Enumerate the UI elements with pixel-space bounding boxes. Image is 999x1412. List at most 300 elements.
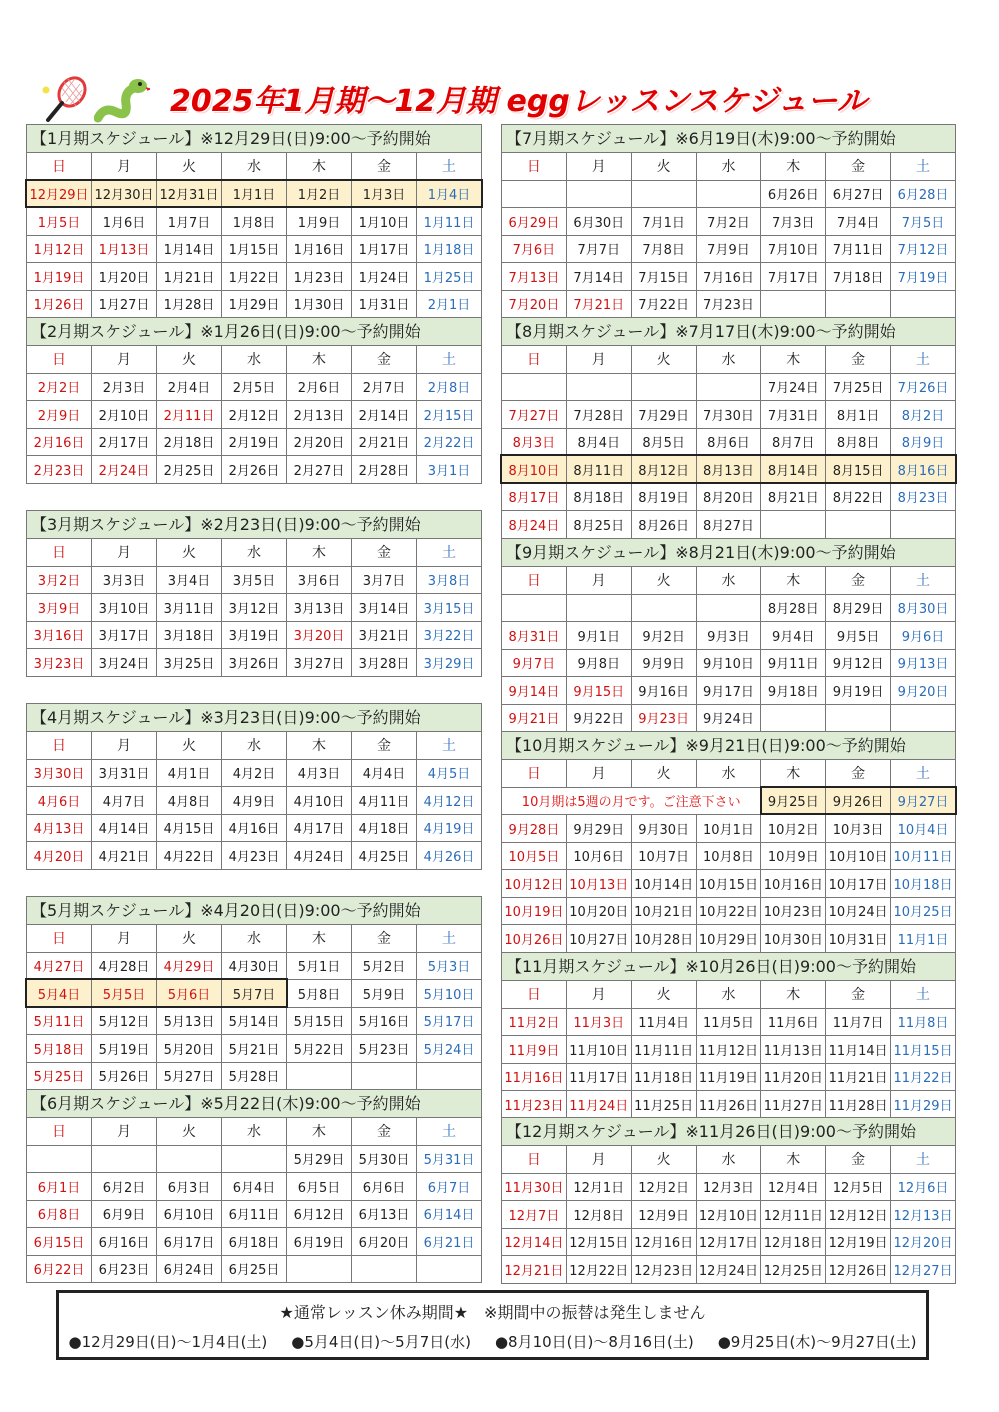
date-cell: 12月22日	[566, 1256, 631, 1284]
calendar-grid	[26, 538, 482, 677]
date-cell: 8月21日	[761, 483, 826, 511]
date-cell: 4月25日	[352, 842, 417, 870]
calendar-title: 【10月期スケジュール】※9月21日(日)9:00～予約開始	[501, 731, 956, 759]
date-cell: 6月2日	[92, 1173, 157, 1201]
date-cell: 8月10日	[502, 456, 567, 484]
date-cell: 10月15日	[696, 870, 761, 898]
date-cell: 6月4日	[222, 1173, 287, 1201]
date-cell: 12月15日	[566, 1228, 631, 1256]
date-cell: 9月30日	[631, 815, 696, 843]
date-cell: 10月6日	[566, 842, 631, 870]
date-cell: 5月8日	[287, 980, 352, 1008]
week-row	[502, 1036, 956, 1064]
date-cell: 6月27日	[826, 180, 891, 208]
date-cell: 1月10日	[352, 208, 417, 236]
date-cell: 1月21日	[157, 263, 222, 291]
date-cell: 4月11日	[352, 787, 417, 815]
date-cell: 10月19日	[502, 897, 567, 925]
date-cell: 9月8日	[566, 649, 631, 677]
date-cell: 2月3日	[92, 373, 157, 401]
calendar-grid	[501, 759, 956, 953]
date-cell: 10月10日	[826, 842, 891, 870]
weekday-header: 土	[891, 760, 956, 788]
date-cell: 2月8日	[417, 373, 482, 401]
date-cell: 10月20日	[566, 897, 631, 925]
date-cell: 11月20日	[761, 1063, 826, 1091]
date-cell: 7月11日	[826, 235, 891, 263]
date-cell: 9月18日	[761, 677, 826, 705]
date-cell: 7月8日	[631, 235, 696, 263]
date-cell: 9月13日	[891, 649, 956, 677]
date-cell: 9月9日	[631, 649, 696, 677]
date-cell: 2月13日	[287, 401, 352, 429]
date-cell: 5月5日	[92, 980, 157, 1008]
date-cell: 1月24日	[352, 263, 417, 291]
date-cell: 1月2日	[287, 180, 352, 208]
date-cell: 7月9日	[696, 235, 761, 263]
weekday-header: 月	[92, 153, 157, 181]
weekday-header: 木	[761, 760, 826, 788]
week-row	[27, 401, 482, 429]
date-cell: 7月12日	[891, 235, 956, 263]
date-cell: 1月8日	[222, 208, 287, 236]
weekday-header: 日	[27, 153, 92, 181]
week-row	[27, 1228, 482, 1256]
empty-cell	[502, 180, 567, 208]
date-cell: 11月2日	[502, 1008, 567, 1036]
date-cell: 12月18日	[761, 1228, 826, 1256]
week-row	[502, 842, 956, 870]
date-cell: 1月29日	[222, 290, 287, 318]
week-row	[502, 373, 956, 401]
date-cell: 11月3日	[566, 1008, 631, 1036]
date-cell: 9月16日	[631, 677, 696, 705]
date-cell: 4月1日	[157, 759, 222, 787]
weekday-header: 火	[631, 1146, 696, 1174]
date-cell: 11月16日	[502, 1063, 567, 1091]
date-cell: 2月4日	[157, 373, 222, 401]
date-cell: 11月4日	[631, 1008, 696, 1036]
date-cell: 7月25日	[826, 373, 891, 401]
date-cell: 1月14日	[157, 235, 222, 263]
date-cell: 2月10日	[92, 401, 157, 429]
date-cell: 4月17日	[287, 814, 352, 842]
date-cell: 4月30日	[222, 952, 287, 980]
date-cell: 11月24日	[566, 1091, 631, 1119]
weekday-header-row	[27, 732, 482, 760]
date-cell: 4月10日	[287, 787, 352, 815]
weekday-header: 土	[891, 346, 956, 374]
date-cell: 11月21日	[826, 1063, 891, 1091]
date-cell: 7月27日	[502, 401, 567, 429]
date-cell: 8月19日	[631, 483, 696, 511]
date-cell: 8月22日	[826, 483, 891, 511]
date-cell: 2月5日	[222, 373, 287, 401]
date-cell: 3月26日	[222, 649, 287, 677]
week-row	[502, 511, 956, 539]
weekday-header: 火	[631, 346, 696, 374]
date-cell: 11月29日	[891, 1091, 956, 1119]
date-cell: 3月12日	[222, 594, 287, 622]
date-cell: 9月23日	[631, 704, 696, 732]
week-row	[502, 870, 956, 898]
empty-cell	[826, 290, 891, 318]
weekday-header-row	[502, 346, 956, 374]
date-cell: 8月11日	[566, 456, 631, 484]
week-row	[27, 621, 482, 649]
date-cell: 9月4日	[761, 622, 826, 650]
weekday-header-row	[502, 981, 956, 1009]
date-cell: 4月15日	[157, 814, 222, 842]
date-cell: 3月30日	[27, 759, 92, 787]
date-cell: 1月25日	[417, 263, 482, 291]
date-cell: 12月29日	[27, 180, 92, 208]
date-cell: 5月18日	[27, 1035, 92, 1063]
calendar-jan	[26, 124, 482, 318]
calendar-title: 【11月期スケジュール】※10月26日(日)9:00～予約開始	[501, 952, 956, 980]
date-cell: 11月17日	[566, 1063, 631, 1091]
date-cell: 1月17日	[352, 235, 417, 263]
weekday-header: 月	[92, 346, 157, 374]
date-cell: 3月28日	[352, 649, 417, 677]
date-cell: 6月24日	[157, 1255, 222, 1283]
date-cell: 10月7日	[631, 842, 696, 870]
weekday-header: 土	[417, 153, 482, 181]
date-cell: 12月6日	[891, 1173, 956, 1201]
date-cell: 8月12日	[631, 456, 696, 484]
empty-cell	[566, 373, 631, 401]
date-cell: 5月31日	[417, 1145, 482, 1173]
date-cell: 9月27日	[891, 787, 956, 815]
date-cell: 12月7日	[502, 1201, 567, 1229]
date-cell: 7月13日	[502, 263, 567, 291]
date-cell: 5月25日	[27, 1062, 92, 1090]
date-cell: 7月16日	[696, 263, 761, 291]
calendar-grid	[26, 731, 482, 870]
calendar-may	[26, 896, 482, 1090]
week-row	[502, 787, 956, 815]
date-cell: 5月10日	[417, 980, 482, 1008]
date-cell: 1月28日	[157, 290, 222, 318]
date-cell: 9月21日	[502, 704, 567, 732]
date-cell: 2月24日	[92, 456, 157, 484]
date-cell: 12月8日	[566, 1201, 631, 1229]
weekday-header: 月	[566, 346, 631, 374]
date-cell: 1月5日	[27, 208, 92, 236]
date-cell: 12月12日	[826, 1201, 891, 1229]
calendar-grid	[26, 924, 482, 1090]
date-cell: 11月8日	[891, 1008, 956, 1036]
date-cell: 11月30日	[502, 1173, 567, 1201]
date-cell: 12月24日	[696, 1256, 761, 1284]
date-cell: 7月31日	[761, 401, 826, 429]
date-cell: 5月19日	[92, 1035, 157, 1063]
date-cell: 11月10日	[566, 1036, 631, 1064]
empty-cell	[891, 511, 956, 539]
date-cell: 11月6日	[761, 1008, 826, 1036]
date-cell: 6月19日	[287, 1228, 352, 1256]
date-cell: 6月13日	[352, 1200, 417, 1228]
weekday-header: 月	[92, 1118, 157, 1146]
weekday-header: 水	[222, 539, 287, 567]
empty-cell	[696, 373, 761, 401]
weekday-header: 月	[566, 153, 631, 181]
date-cell: 3月17日	[92, 621, 157, 649]
date-cell: 7月14日	[566, 263, 631, 291]
week-row	[27, 649, 482, 677]
week-row	[27, 456, 482, 484]
date-cell: 6月7日	[417, 1173, 482, 1201]
week-row	[27, 952, 482, 980]
weekday-header: 土	[417, 732, 482, 760]
date-cell: 11月7日	[826, 1008, 891, 1036]
calendar-title: 【9月期スケジュール】※8月21日(木)9:00～予約開始	[501, 538, 956, 566]
holiday-periods	[59, 1331, 926, 1352]
weekday-header: 火	[157, 925, 222, 953]
date-cell: 10月25日	[891, 897, 956, 925]
date-cell: 6月3日	[157, 1173, 222, 1201]
weekday-header: 火	[631, 760, 696, 788]
date-cell: 6月23日	[92, 1255, 157, 1283]
date-cell: 11月27日	[761, 1091, 826, 1119]
date-cell: 12月23日	[631, 1256, 696, 1284]
date-cell: 6月12日	[287, 1200, 352, 1228]
weekday-header: 日	[502, 1146, 567, 1174]
date-cell: 9月7日	[502, 649, 567, 677]
week-row	[502, 1091, 956, 1119]
date-cell: 8月20日	[696, 483, 761, 511]
tennis-racket-icon	[38, 74, 88, 124]
weekday-header: 日	[27, 539, 92, 567]
weekday-header: 金	[352, 153, 417, 181]
date-cell: 6月30日	[566, 208, 631, 236]
empty-cell	[287, 1062, 352, 1090]
weekday-header: 月	[566, 760, 631, 788]
weekday-header-row	[27, 925, 482, 953]
calendar-title: 【3月期スケジュール】※2月23日(日)9:00～予約開始	[26, 510, 482, 538]
date-cell: 6月11日	[222, 1200, 287, 1228]
date-cell: 8月25日	[566, 511, 631, 539]
weekday-header: 火	[157, 346, 222, 374]
empty-cell	[826, 511, 891, 539]
weekday-header: 木	[761, 981, 826, 1009]
date-cell: 11月18日	[631, 1063, 696, 1091]
date-cell: 1月23日	[287, 263, 352, 291]
date-cell: 8月30日	[891, 594, 956, 622]
weekday-header: 水	[696, 567, 761, 595]
date-cell: 9月12日	[826, 649, 891, 677]
date-cell: 5月22日	[287, 1035, 352, 1063]
week-row	[27, 566, 482, 594]
date-cell: 5月7日	[222, 980, 287, 1008]
date-cell: 7月10日	[761, 235, 826, 263]
date-cell: 1月4日	[417, 180, 482, 208]
date-cell: 9月5日	[826, 622, 891, 650]
date-cell: 10月17日	[826, 870, 891, 898]
date-cell: 5月15日	[287, 1007, 352, 1035]
week-row	[27, 1062, 482, 1090]
calendar-title: 【6月期スケジュール】※5月22日(木)9:00～予約開始	[26, 1089, 482, 1117]
date-cell: 2月17日	[92, 428, 157, 456]
weekday-header: 火	[157, 1118, 222, 1146]
week-row	[502, 1201, 956, 1229]
date-cell: 10月9日	[761, 842, 826, 870]
weekday-header: 日	[502, 981, 567, 1009]
date-cell: 2月23日	[27, 456, 92, 484]
date-cell: 5月3日	[417, 952, 482, 980]
calendar-jul	[501, 124, 956, 318]
date-cell: 11月1日	[891, 925, 956, 953]
date-cell: 6月18日	[222, 1228, 287, 1256]
date-cell: 2月20日	[287, 428, 352, 456]
week-row	[27, 1173, 482, 1201]
date-cell: 3月11日	[157, 594, 222, 622]
date-cell: 9月24日	[696, 704, 761, 732]
date-cell: 5月2日	[352, 952, 417, 980]
weekday-header: 土	[891, 567, 956, 595]
weekday-header: 木	[287, 346, 352, 374]
empty-cell	[92, 1145, 157, 1173]
date-cell: 2月15日	[417, 401, 482, 429]
date-cell: 10月22日	[696, 897, 761, 925]
holiday-period: ●12月29日(日)～1月4日(土)	[68, 1333, 268, 1351]
week-row	[502, 483, 956, 511]
weekday-header: 土	[417, 539, 482, 567]
date-cell: 3月6日	[287, 566, 352, 594]
date-cell: 8月24日	[502, 511, 567, 539]
weekday-header: 水	[222, 346, 287, 374]
date-cell: 6月10日	[157, 1200, 222, 1228]
date-cell: 8月14日	[761, 456, 826, 484]
date-cell: 8月23日	[891, 483, 956, 511]
date-cell: 3月1日	[417, 456, 482, 484]
date-cell: 2月27日	[287, 456, 352, 484]
date-cell: 8月8日	[826, 428, 891, 456]
date-cell: 10月8日	[696, 842, 761, 870]
date-cell: 7月6日	[502, 235, 567, 263]
date-cell: 6月26日	[761, 180, 826, 208]
date-cell: 9月15日	[566, 677, 631, 705]
date-cell: 4月4日	[352, 759, 417, 787]
date-cell: 9月6日	[891, 622, 956, 650]
holiday-period: ●9月25日(木)～9月27日(土)	[717, 1333, 917, 1351]
date-cell: 5月20日	[157, 1035, 222, 1063]
date-cell: 6月21日	[417, 1228, 482, 1256]
calendar-apr	[26, 703, 482, 870]
calendar-grid	[501, 1145, 956, 1284]
date-cell: 10月27日	[566, 925, 631, 953]
calendar-title: 【1月期スケジュール】※12月29日(日)9:00～予約開始	[26, 124, 482, 152]
date-cell: 7月15日	[631, 263, 696, 291]
weekday-header: 日	[502, 567, 567, 595]
week-row	[502, 1008, 956, 1036]
date-cell: 8月5日	[631, 428, 696, 456]
empty-cell	[502, 594, 567, 622]
date-cell: 10月11日	[891, 842, 956, 870]
date-cell: 12月30日	[92, 180, 157, 208]
date-cell: 3月16日	[27, 621, 92, 649]
snake-mascot-icon	[94, 76, 150, 124]
date-cell: 3月4日	[157, 566, 222, 594]
week-row	[502, 428, 956, 456]
date-cell: 5月16日	[352, 1007, 417, 1035]
date-cell: 2月14日	[352, 401, 417, 429]
date-cell: 7月18日	[826, 263, 891, 291]
date-cell: 7月5日	[891, 208, 956, 236]
date-cell: 4月26日	[417, 842, 482, 870]
date-cell: 4月24日	[287, 842, 352, 870]
date-cell: 4月8日	[157, 787, 222, 815]
date-cell: 3月5日	[222, 566, 287, 594]
empty-cell	[566, 594, 631, 622]
date-cell: 5月4日	[27, 980, 92, 1008]
date-cell: 4月5日	[417, 759, 482, 787]
weekday-header: 金	[826, 346, 891, 374]
date-cell: 12月3日	[696, 1173, 761, 1201]
date-cell: 3月25日	[157, 649, 222, 677]
weekday-header: 水	[696, 1146, 761, 1174]
date-cell: 6月22日	[27, 1255, 92, 1283]
date-cell: 5月1日	[287, 952, 352, 980]
date-cell: 3月24日	[92, 649, 157, 677]
date-cell: 12月17日	[696, 1228, 761, 1256]
weekday-header: 土	[891, 1146, 956, 1174]
date-cell: 12月31日	[157, 180, 222, 208]
date-cell: 1月9日	[287, 208, 352, 236]
empty-cell	[696, 594, 761, 622]
weekday-header: 金	[826, 981, 891, 1009]
date-cell: 10月12日	[502, 870, 567, 898]
date-cell: 1月31日	[352, 290, 417, 318]
date-cell: 7月23日	[696, 290, 761, 318]
date-cell: 5月23日	[352, 1035, 417, 1063]
date-cell: 7月21日	[566, 290, 631, 318]
date-cell: 7月28日	[566, 401, 631, 429]
date-cell: 10月29日	[696, 925, 761, 953]
weekday-header: 水	[696, 981, 761, 1009]
date-cell: 4月13日	[27, 814, 92, 842]
week-row	[27, 263, 482, 291]
weekday-header: 日	[27, 925, 92, 953]
weekday-header: 水	[222, 153, 287, 181]
date-cell: 10月30日	[761, 925, 826, 953]
calendar-jun	[26, 1089, 482, 1283]
date-cell: 2月1日	[417, 290, 482, 318]
date-cell: 11月22日	[891, 1063, 956, 1091]
date-cell: 12月16日	[631, 1228, 696, 1256]
date-cell: 9月14日	[502, 677, 567, 705]
week-row	[27, 594, 482, 622]
date-cell: 5月26日	[92, 1062, 157, 1090]
date-cell: 12月10日	[696, 1201, 761, 1229]
calendar-title: 【7月期スケジュール】※6月19日(木)9:00～予約開始	[501, 124, 956, 152]
date-cell: 8月27日	[696, 511, 761, 539]
weekday-header: 水	[222, 925, 287, 953]
date-cell: 10月23日	[761, 897, 826, 925]
date-cell: 2月6日	[287, 373, 352, 401]
date-cell: 2月16日	[27, 428, 92, 456]
date-cell: 7月26日	[891, 373, 956, 401]
week-row	[502, 925, 956, 953]
date-cell: 9月20日	[891, 677, 956, 705]
date-cell: 7月2日	[696, 208, 761, 236]
weekday-header: 木	[287, 153, 352, 181]
date-cell: 3月3日	[92, 566, 157, 594]
weekday-header: 火	[631, 567, 696, 595]
date-cell: 2月12日	[222, 401, 287, 429]
date-cell: 1月12日	[27, 235, 92, 263]
weekday-header: 月	[92, 732, 157, 760]
